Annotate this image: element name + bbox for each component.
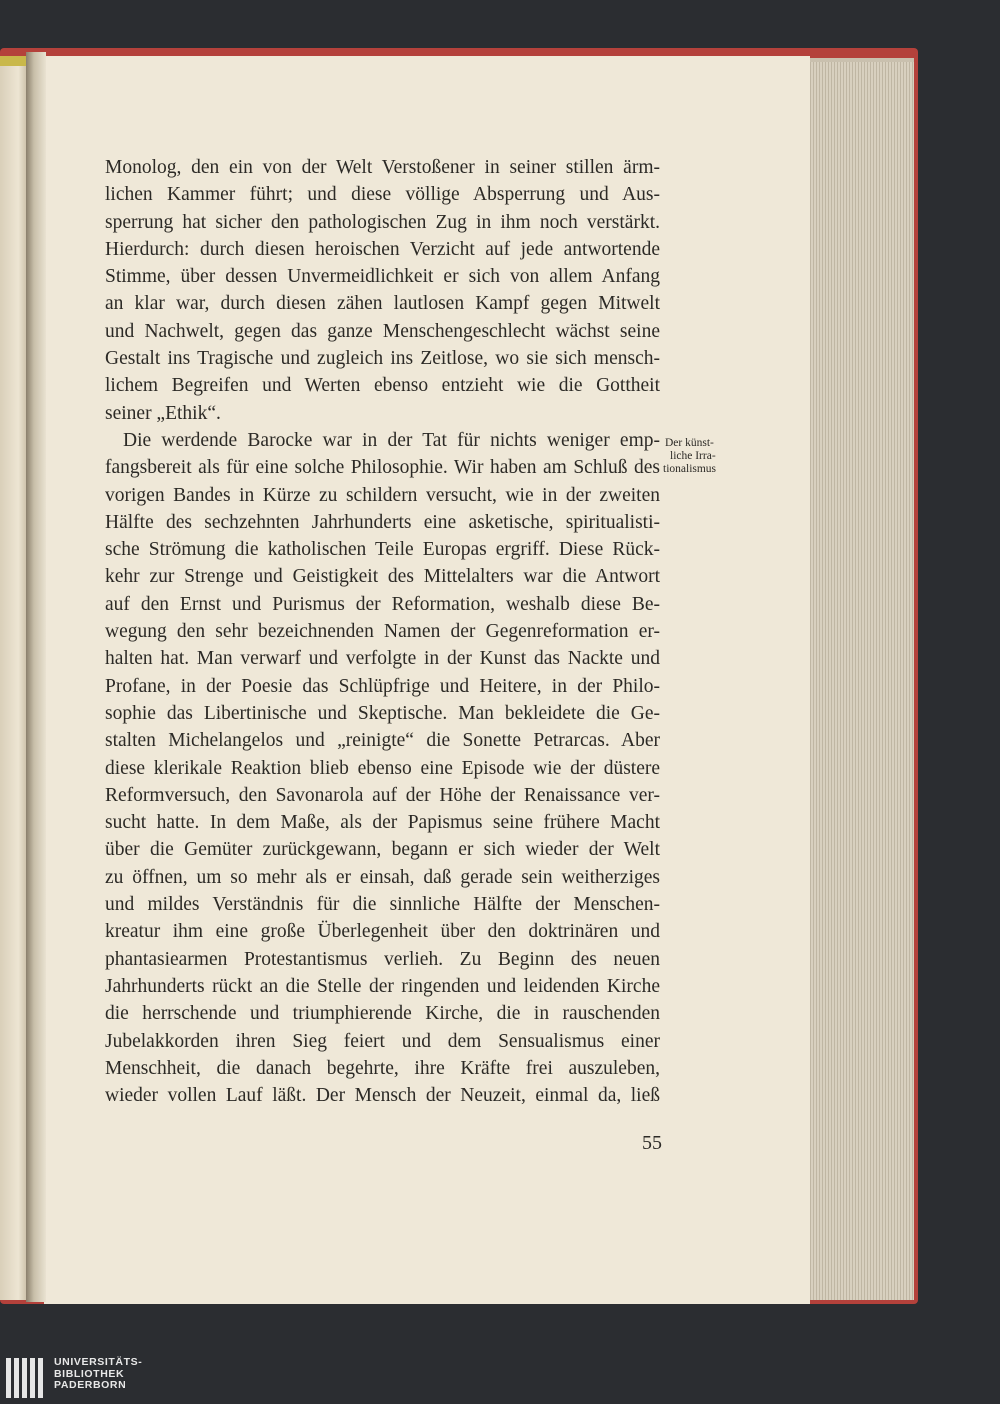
text-line: die herrschende und triumphierende Kirche, die in rauschenden bbox=[105, 1003, 660, 1025]
page-stack-edge bbox=[808, 62, 914, 1300]
page-number: 55 bbox=[642, 1132, 662, 1154]
text-line: über die Gemüter zurückgewann, begann er sich wieder der Welt bbox=[105, 839, 660, 861]
text-line: stalten Michelangelos und „reinigte“ die Sonette Petrarcas. Aber bbox=[105, 730, 660, 752]
book-gutter bbox=[26, 52, 46, 1302]
text-line: zu öffnen, um so mehr als er einsah, daß gerade sein weitherziges bbox=[105, 866, 660, 888]
text-line: Jubelakkorden ihren Sieg feiert und dem Sensualismus einer bbox=[105, 1030, 660, 1052]
text-line: auf den Ernst und Purismus der Reformation, weshalb diese Be- bbox=[105, 593, 660, 615]
text-line: seiner „Ethik“. bbox=[105, 402, 221, 424]
text-line: Profane, in der Poesie das Schlüpfrige und Heitere, in der Philo- bbox=[105, 675, 660, 697]
text-line: lichen Kammer führt; und diese völlige Absperrung und Aus- bbox=[105, 184, 660, 206]
marginal-note bbox=[663, 437, 743, 476]
text-line: und Nachwelt, gegen das ganze Menschengeschlecht wächst seine bbox=[105, 320, 660, 342]
text-line: sophie das Libertinische und Skeptische. Man bekleidete die Ge- bbox=[105, 702, 660, 724]
text-line: lichem Begreifen und Werten ebenso entzieht wie die Gottheit bbox=[105, 375, 660, 397]
logo-line: PADERBORN bbox=[54, 1379, 127, 1391]
text-line: wieder vollen Lauf läßt. Der Mensch der Neuzeit, einmal da, ließ bbox=[105, 1085, 660, 1107]
body-text bbox=[105, 154, 660, 1109]
marginal-note-line: liche Irra- bbox=[670, 450, 716, 462]
text-line: Monolog, den ein von der Welt Verstoßener in seiner stillen ärm- bbox=[105, 157, 660, 178]
paragraph-start: Die werdende Barocke war in der Tat für nichts weniger emp- bbox=[123, 429, 660, 451]
text-line: phantasiearmen Protestantismus verlieh. Zu Beginn des neuen bbox=[105, 948, 660, 970]
text-line: kreatur ihm eine große Überlegenheit über den doktrinären und bbox=[105, 921, 660, 943]
text-line: kehr zur Strenge und Geistigkeit des Mittelalters war die Antwort bbox=[105, 566, 660, 588]
text-line: sche Strömung die katholischen Teile Europas ergriff. Diese Rück- bbox=[105, 539, 660, 561]
text-line: Menschheit, die danach begehrte, ihre Kräfte frei auszuleben, bbox=[105, 1057, 660, 1079]
text-line: sperrung hat sicher den pathologischen Zug in ihm noch verstärkt. bbox=[105, 211, 660, 233]
text-line: fangsbereit als für eine solche Philosophie. Wir haben am Schluß des bbox=[105, 457, 660, 479]
text-line: vorigen Bandes in Kürze zu schildern versucht, wie in der zweiten bbox=[105, 484, 660, 506]
marginal-note-line: Der künst- bbox=[665, 437, 714, 449]
left-page-edge bbox=[0, 56, 26, 1300]
library-logo-text bbox=[54, 1357, 142, 1392]
text-line: Gestalt ins Tragische und zugleich ins Zeitlose, wo sie sich mensch- bbox=[105, 348, 660, 370]
text-line: sucht hatte. In dem Maße, als der Papismus seine frühere Macht bbox=[105, 812, 660, 834]
logo-line: UNIVERSITÄTS- bbox=[54, 1356, 143, 1368]
text-line: Reformversuch, den Savonarola auf der Höhe der Renaissance ver- bbox=[105, 784, 660, 806]
text-line: Hierdurch: durch diesen heroischen Verzicht auf jede antwortende bbox=[105, 238, 660, 260]
text-line: halten hat. Man verwarf und verfolgte in der Kunst das Nackte und bbox=[105, 648, 660, 670]
footer-bar bbox=[0, 1354, 1000, 1404]
library-logo-icon bbox=[6, 1358, 46, 1398]
text-line: an klar war, durch diesen zähen lautlosen Kampf gegen Mitwelt bbox=[105, 293, 660, 315]
text-line: wegung den sehr bezeichnenden Namen der Gegenreformation er- bbox=[105, 621, 660, 643]
text-line: und mildes Verständnis für die sinnliche Hälfte der Menschen- bbox=[105, 894, 660, 916]
logo-line: BIBLIOTHEK bbox=[54, 1367, 125, 1380]
text-line: Stimme, über dessen Unvermeidlichkeit er sich von allem Anfang bbox=[105, 266, 660, 288]
marginal-note-line: tionalismus bbox=[663, 463, 717, 475]
text-line: Jahrhunderts rückt an die Stelle der ringenden und leidenden Kirche bbox=[105, 975, 660, 997]
text-line: Hälfte des sechzehnten Jahrhunderts eine asketische, spiritualisti- bbox=[105, 511, 660, 533]
text-line: diese klerikale Reaktion blieb ebenso eine Episode wie der düstere bbox=[105, 757, 660, 779]
